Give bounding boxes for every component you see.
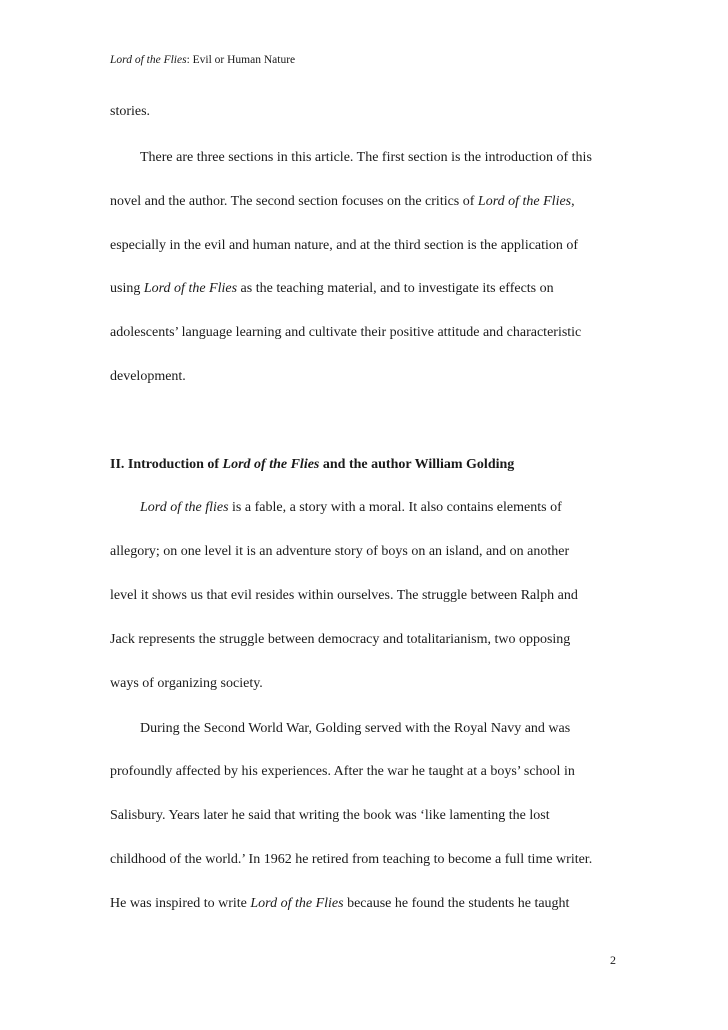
section-line-10-end: because he found the students he taught <box>343 896 570 911</box>
section-line-10-text: He was inspired to write <box>110 896 251 911</box>
section-line-9 <box>110 851 592 869</box>
section-line-2-text: allegory; on one level it is an adventure story of boys on an island, and on another <box>110 544 570 559</box>
body-line-1 <box>110 103 150 121</box>
section-line-1-text: is a fable, a story with a moral. It also contains elements of <box>228 500 562 515</box>
section-line-6-text: During the Second World War, Golding served with the Royal Navy and was <box>140 721 571 736</box>
section-heading-part1: II. Introduction of <box>110 457 223 472</box>
body-line-2 <box>140 149 592 167</box>
section-line-7 <box>110 763 575 781</box>
section-line-3 <box>110 587 578 605</box>
running-header-title-rest: : Evil or Human Nature <box>186 54 296 66</box>
section-line-6 <box>140 720 570 738</box>
page-number: 2 <box>610 953 616 967</box>
body-line-5-italic: Lord of the Flies <box>143 281 238 296</box>
section-line-9-text: childhood of the world.’ In 1962 he retired from teaching to become a full time writer. <box>110 852 593 867</box>
body-line-5-end: as the teaching material, and to investigate its effects on <box>237 281 554 296</box>
running-header-title-italic: Lord of the Flies <box>110 54 187 66</box>
section-line-10-italic: Lord of the Flies <box>250 896 344 911</box>
section-line-8-text: Salisbury. Years later he said that writing the book was ‘like lamenting the lost <box>110 808 550 823</box>
body-line-5 <box>110 280 554 298</box>
running-header <box>110 53 295 67</box>
section-line-7-text: profoundly affected by his experiences. After the war he taught at a boys’ school in <box>110 764 575 779</box>
body-line-5-text: using <box>110 281 144 296</box>
section-line-8 <box>110 807 550 825</box>
section-heading-part3: and the author William Golding <box>319 457 515 472</box>
body-line-3 <box>110 193 575 211</box>
section-line-4 <box>110 631 570 649</box>
section-line-2 <box>110 543 569 561</box>
section-line-5 <box>110 675 263 693</box>
section-line-3-text: level it shows us that evil resides within ourselves. The struggle between Ralph and <box>110 588 578 603</box>
body-line-6-text: adolescents’ language learning and cultivate their positive attitude and characteristic <box>110 325 582 340</box>
section-line-1-italic: Lord of the flies <box>140 500 229 515</box>
body-line-4 <box>110 237 578 255</box>
body-line-4-text: especially in the evil and human nature, and at the third section is the application of <box>110 238 579 253</box>
section-line-1 <box>140 499 562 517</box>
section-line-4-text: Jack represents the struggle between democracy and totalitarianism, two opposing <box>110 632 571 647</box>
body-line-3-text: novel and the author. The second section focuses on the critics of <box>110 194 478 209</box>
section-heading <box>110 456 514 474</box>
section-heading-italic: Lord of the Flies <box>222 457 320 472</box>
body-line-6 <box>110 324 581 342</box>
section-line-5-text: ways of organizing society. <box>110 676 263 691</box>
section-line-10 <box>110 895 569 913</box>
body-line-3-italic: Lord of the Flies <box>477 194 572 209</box>
body-line-2-text: There are three sections in this article. The first section is the introduction of this <box>140 150 592 165</box>
body-line-3-end: , <box>571 194 575 209</box>
body-line-1-text: stories. <box>110 104 151 119</box>
body-line-7 <box>110 368 186 386</box>
body-line-7-text: development. <box>110 369 186 384</box>
